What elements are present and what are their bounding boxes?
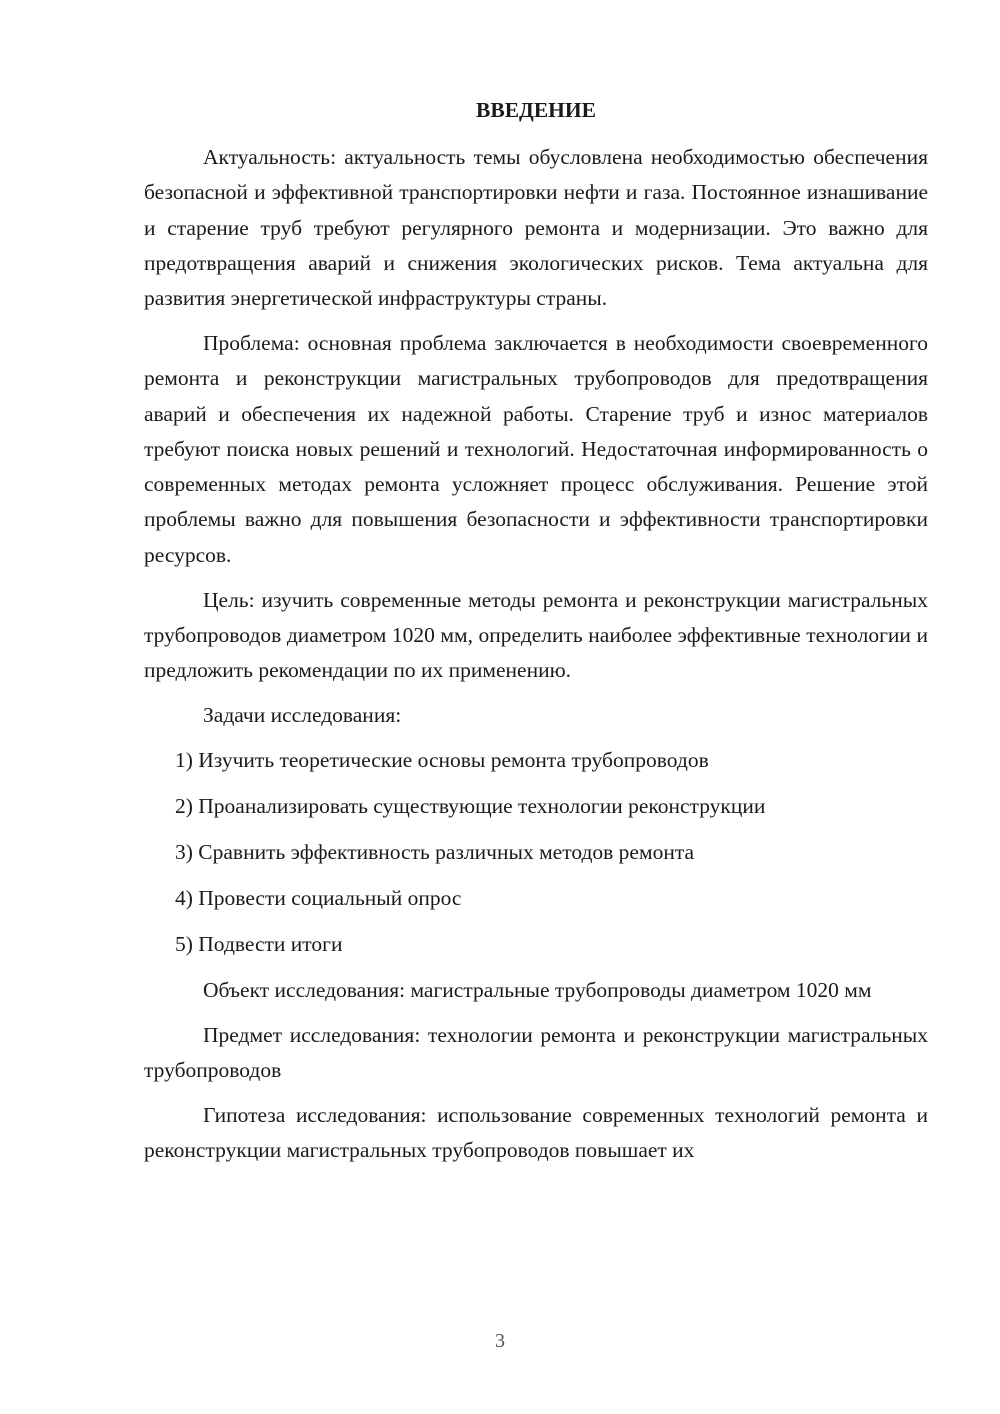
paragraph-object: Объект исследования: магистральные трубопроводы диаметром 1020 мм: [203, 977, 872, 1002]
task-item-2: 2) Проанализировать существующие технологии реконструкции: [175, 794, 766, 819]
task-item-1: 1) Изучить теоретические основы ремонта трубопроводов: [175, 748, 709, 773]
paragraph-subject: Предмет исследования: технологии ремонта и реконструкции магистральных трубопроводов: [144, 1022, 928, 1082]
tasks-heading: Задачи исследования:: [203, 702, 402, 727]
paragraph-goal: Цель: изучить современные методы ремонта и реконструкции магистральных трубопроводов диаметром 1020 мм, определить наиболее эффективные технологии и предложить рекомендации по их применению.: [144, 587, 928, 683]
paragraph-relevance: Актуальность: актуальность темы обусловлена необходимостью обеспечения безопасной и эффективной транспортировки нефти и газа. Постоянное изнашивание и старение труб требуют регулярного ремонта и модернизации. Это важно для предотвращения аварий и снижения экологических рисков. Тема актуальна для развития энергетической инфраструктуры страны.: [144, 145, 928, 311]
page-number: 3: [495, 1330, 505, 1352]
task-item-3: 3) Сравнить эффективность различных методов ремонта: [175, 840, 695, 865]
paragraph-problem: Проблема: основная проблема заключается в необходимости своевременного ремонта и реконструкции магистральных трубопроводов для предотвращения аварий и обеспечения их надежной работы. Старение труб и износ материалов требуют поиска новых решений и технологий. Недостаточная информированность о современных методах ремонта усложняет процесс обслуживания. Решение этой проблемы важно для повышения безопасности и эффективности транспортировки ресурсов.: [144, 330, 928, 567]
task-item-5: 5) Подвести итоги: [175, 931, 343, 956]
section-title: ВВЕДЕНИЕ: [476, 98, 596, 122]
task-item-4: 4) Провести социальный опрос: [175, 885, 462, 910]
page-content: [144, 93, 928, 1178]
paragraph-hypothesis: Гипотеза исследования: использование современных технологий ремонта и реконструкции магистральных трубопроводов повышает их: [144, 1102, 928, 1162]
